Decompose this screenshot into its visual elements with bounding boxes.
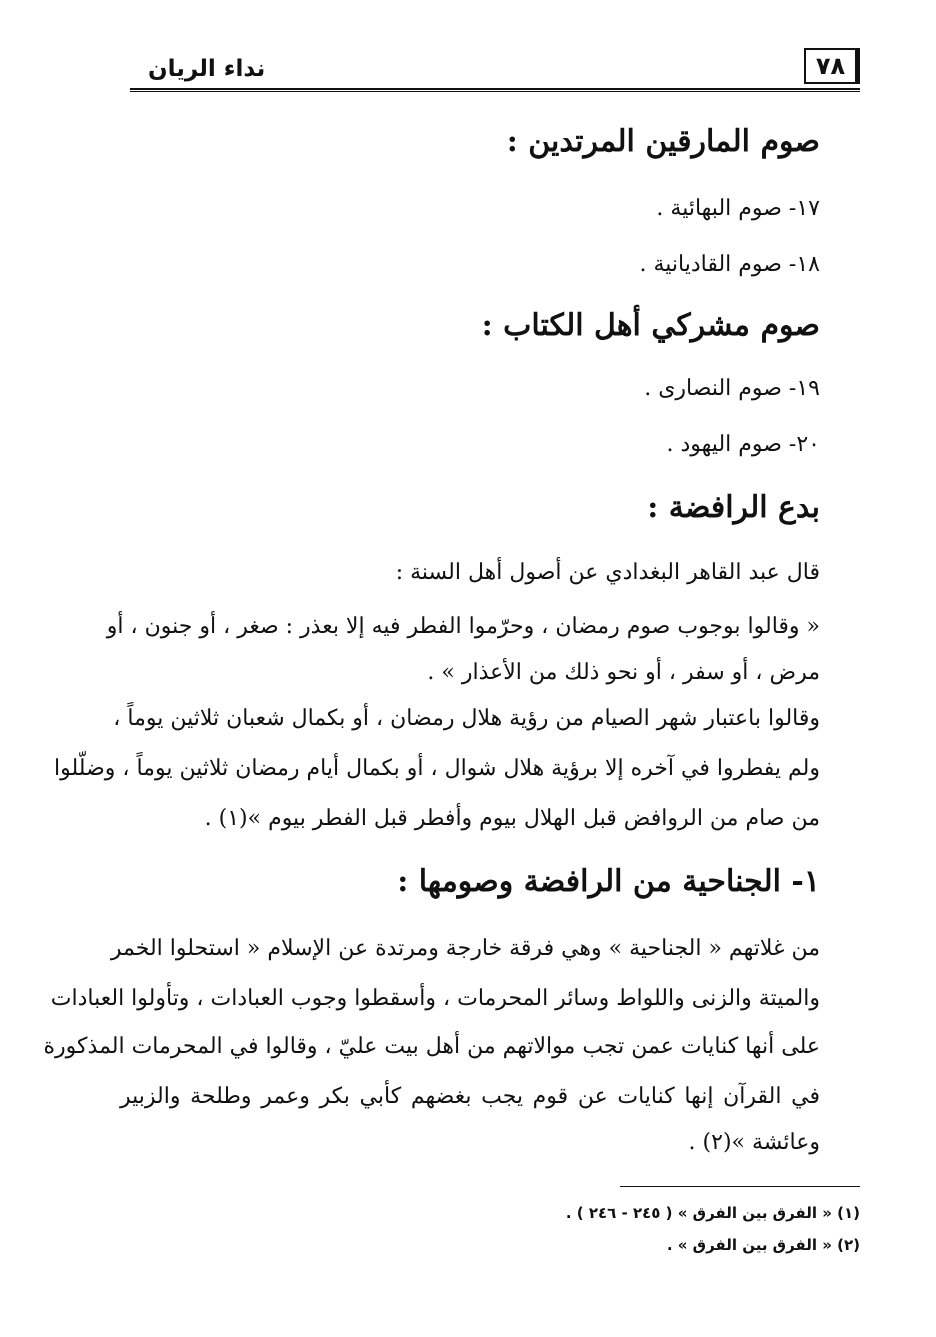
footnote-divider [620,1186,860,1187]
paragraph2-line-5: وعائشة »(٢) . [688,1130,820,1155]
heading-janahiya: ١- الجناحية من الرافضة وصومها : [397,864,820,899]
footnote-1: (١) « الفرق بين الفرق » ( ٢٤٥ - ٢٤٦ ) . [565,1204,860,1222]
footnote-2: (٢) « الفرق بين الفرق » . [666,1236,860,1254]
list-item-19: ١٩- صوم النصارى . [644,376,820,401]
intro-line: قال عبد القاهر البغدادي عن أصول أهل السنة : [395,560,820,585]
heading-rafida-innovations: بدع الرافضة : [647,490,820,525]
list-item-18: ١٨- صوم القاديانية . [639,252,820,277]
list-item-20: ٢٠- صوم اليهود . [666,432,820,457]
page-body [43,0,820,1180]
paragraph-line-1: وقالوا باعتبار شهر الصيام من رؤية هلال رمضان ، أو بكمال شعبان ثلاثين يوماً ، [113,706,820,731]
paragraph-line-3: من صام من الروافض قبل الهلال بيوم وأفطر قبل الفطر بيوم »(١) . [204,806,820,831]
quote-line-1: « وقالوا بوجوب صوم رمضان ، وحرّموا الفطر فيه إلا بعذر : صغر ، أو جنون ، أو [106,614,820,639]
paragraph-line-2: ولم يفطروا في آخره إلا برؤية هلال شوال ، أو بكمال أيام رمضان ثلاثين يوماً ، وضلّلوا [54,756,820,781]
page-number: ٧٨ [804,48,860,84]
paragraph2-line-1: من غلاتهم « الجناحية » وهي فرقة خارجة ومرتدة عن الإسلام « استحلوا الخمر [110,936,820,961]
heading-people-of-book-fasting: صوم مشركي أهل الكتاب : [481,308,820,343]
book-title: نداء الريان [148,56,266,82]
paragraph2-line-4: في القرآن إنها كنايات عن قوم يجب بغضهم كأبي بكر وعمر وطلحة والزبير [120,1084,820,1109]
paragraph2-line-2: والميتة والزنى واللواط وسائر المحرمات ، وأسقطوا وجوب العبادات ، وتأولوا العبادات [50,986,820,1011]
quote-line-2: مرض ، أو سفر ، أو نحو ذلك من الأعذار » . [427,660,820,685]
list-item-17: ١٧- صوم البهائية . [656,196,820,221]
paragraph2-line-3: على أنها كنايات عمن تجب موالاتهم من أهل بيت عليّ ، وقالوا في المحرمات المذكورة [43,1034,820,1059]
heading-apostates-fasting: صوم المارقين المرتدين : [506,124,820,159]
